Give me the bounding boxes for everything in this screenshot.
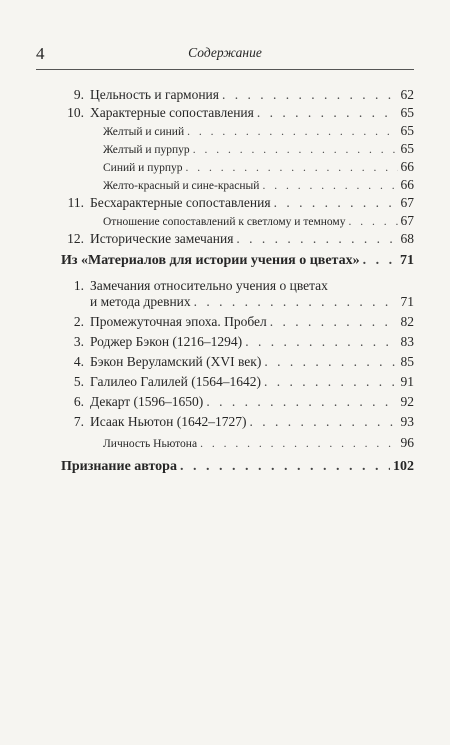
entry-number: 12. bbox=[67, 231, 84, 246]
entry-page: 66 bbox=[400, 159, 414, 174]
dot-leader bbox=[249, 414, 397, 430]
toc-subentry bbox=[103, 435, 414, 451]
dot-leader bbox=[186, 162, 398, 174]
entry-number: 10. bbox=[67, 105, 84, 120]
entry-page: 67 bbox=[400, 213, 414, 228]
section-page: 102 bbox=[393, 459, 414, 474]
toc-entry bbox=[64, 374, 414, 390]
entry-page: 65 bbox=[400, 105, 414, 120]
entry-title: Бесхарактерные сопоставления bbox=[90, 195, 271, 210]
toc-entry bbox=[64, 354, 414, 370]
entry-page: 68 bbox=[400, 231, 414, 246]
entry-title: Замечания относительно учения о цветах bbox=[90, 278, 328, 293]
toc-section bbox=[61, 253, 414, 269]
entry-page: 83 bbox=[400, 334, 414, 349]
toc-subentry bbox=[103, 159, 414, 175]
dot-leader bbox=[222, 87, 398, 103]
entry-title: Промежуточная эпоха. Пробел bbox=[90, 314, 267, 329]
toc-subentry bbox=[103, 213, 414, 229]
entry-number: 1. bbox=[73, 278, 84, 293]
toc-subentry bbox=[103, 123, 414, 139]
entry-page: 91 bbox=[400, 374, 414, 389]
dot-leader bbox=[193, 144, 398, 156]
entry-number: 9. bbox=[73, 87, 84, 102]
entry-title-cont: и метода древних bbox=[90, 294, 191, 309]
entry-number: 4. bbox=[73, 354, 84, 369]
dot-leader bbox=[363, 253, 397, 269]
dot-leader bbox=[274, 195, 398, 211]
toc-entry bbox=[64, 334, 414, 350]
toc-entry bbox=[64, 414, 414, 430]
dot-leader bbox=[206, 394, 397, 410]
dot-leader bbox=[236, 231, 397, 247]
entry-number: 2. bbox=[73, 314, 84, 329]
running-title: Содержание bbox=[188, 45, 262, 60]
toc-entry bbox=[90, 294, 414, 310]
page-number: 4 bbox=[36, 44, 45, 63]
toc-entry bbox=[64, 87, 414, 103]
dot-leader bbox=[245, 334, 397, 350]
entry-number: 11. bbox=[67, 195, 84, 210]
entry-page: 96 bbox=[400, 435, 414, 450]
entry-page: 67 bbox=[400, 195, 414, 210]
dot-leader bbox=[257, 105, 398, 121]
toc-subentry bbox=[103, 177, 414, 193]
dot-leader bbox=[180, 459, 390, 475]
entry-title: Бэкон Веруламский (XVI век) bbox=[90, 354, 262, 369]
entry-number: 5. bbox=[73, 374, 84, 389]
entry-title: Роджер Бэкон (1216–1294) bbox=[90, 334, 243, 349]
entry-title: Отношение сопоставлений к светлому и темному bbox=[103, 216, 346, 228]
section-page: 71 bbox=[400, 253, 414, 268]
toc-entry bbox=[64, 314, 414, 330]
toc-subentry bbox=[103, 141, 414, 157]
entry-title: Личность Ньютона bbox=[103, 438, 198, 450]
entry-page: 65 bbox=[400, 123, 414, 138]
dot-leader bbox=[187, 126, 397, 138]
toc-entry bbox=[64, 231, 414, 247]
entry-number: 7. bbox=[73, 414, 84, 429]
entry-number: 6. bbox=[73, 394, 84, 409]
entry-page: 93 bbox=[400, 414, 414, 429]
entry-title: Исторические замечания bbox=[90, 231, 234, 246]
entry-page: 85 bbox=[400, 354, 414, 369]
entry-page: 82 bbox=[400, 314, 414, 329]
entry-page: 66 bbox=[400, 177, 414, 192]
dot-leader bbox=[194, 294, 398, 310]
section-title: Признание автора bbox=[61, 459, 177, 474]
entry-title: Характерные сопоставления bbox=[90, 105, 254, 120]
dot-leader bbox=[262, 180, 397, 192]
toc-entry bbox=[64, 394, 414, 410]
toc-section bbox=[61, 459, 414, 475]
entry-title: Желто-красный и сине-красный bbox=[103, 180, 260, 192]
dot-leader bbox=[200, 438, 397, 450]
section-title: Из «Материалов для истории учения о цветах» bbox=[61, 253, 360, 268]
entry-title: Цельность и гармония bbox=[90, 87, 219, 102]
entry-page: 92 bbox=[400, 394, 414, 409]
entry-page: 62 bbox=[400, 87, 414, 102]
entry-page: 65 bbox=[400, 141, 414, 156]
entry-number: 3. bbox=[73, 334, 84, 349]
entry-title: Декарт (1596–1650) bbox=[90, 394, 204, 409]
entry-title: Желтый и синий bbox=[103, 126, 185, 138]
dot-leader bbox=[264, 374, 397, 390]
toc-entry bbox=[64, 105, 414, 121]
dot-leader bbox=[270, 314, 398, 330]
dot-leader bbox=[264, 354, 397, 370]
entry-page: 71 bbox=[400, 294, 414, 309]
toc-entry bbox=[64, 195, 414, 211]
entry-title: Желтый и пурпур bbox=[103, 144, 190, 156]
entry-title: Синий и пурпур bbox=[103, 162, 183, 174]
toc-entry-line1 bbox=[64, 278, 328, 294]
dot-leader bbox=[348, 216, 397, 228]
entry-title: Исаак Ньютон (1642–1727) bbox=[90, 414, 247, 429]
entry-title: Галилео Галилей (1564–1642) bbox=[90, 374, 262, 389]
